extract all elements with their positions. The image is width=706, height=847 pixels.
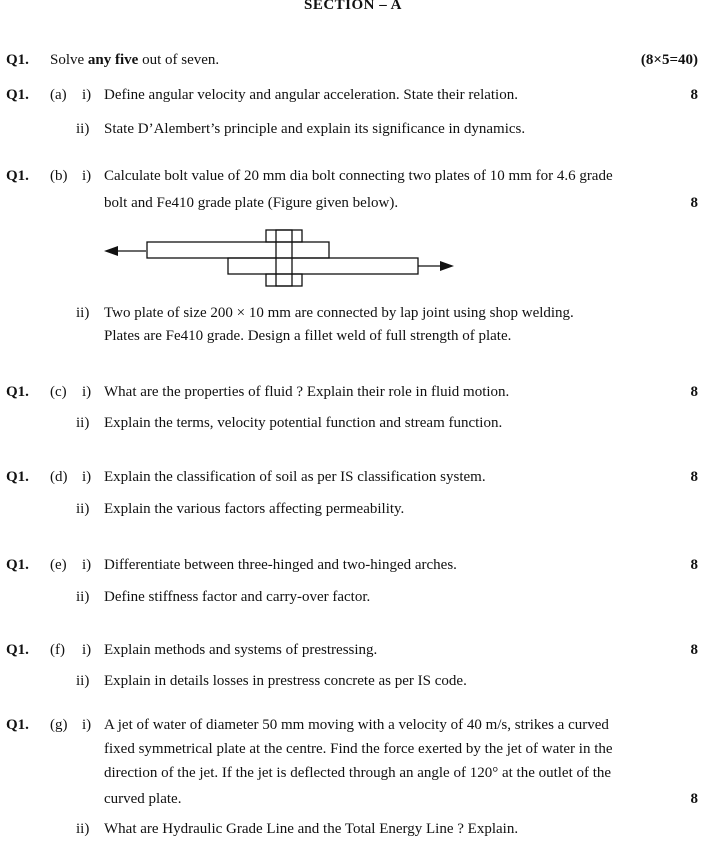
part-label: (e) [50,557,67,573]
question-text: bolt and Fe410 grade plate (Figure given below). [104,195,399,211]
question-number: Q1. [6,87,29,103]
question-number: Q1. [6,469,29,485]
item-number: ii) [76,121,90,137]
item-number: i) [82,642,92,658]
item-number: ii) [76,821,90,837]
item-number: ii) [76,501,90,517]
instruction-emphasis: any five [87,52,139,68]
question-number: Q1. [6,557,29,573]
item-number: ii) [76,415,90,431]
part-label: (c) [50,384,67,400]
part-label: (d) [50,469,68,485]
part-label: (g) [50,717,68,733]
question-text: Plates are Fe410 grade. Design a fillet weld of full strength of plate. [104,328,512,344]
marks: 8 [690,469,698,485]
item-number: i) [82,469,92,485]
question-text: Explain methods and systems of prestressing. [104,642,378,658]
question-number: Q1. [6,642,29,658]
total-marks: (8×5=40) [640,52,698,68]
lower-plate [228,258,418,274]
marks: 8 [690,557,698,573]
marks: 8 [690,384,698,400]
instruction-post: out of seven. [138,52,220,68]
bolt-nut [266,274,302,286]
question-text: Define angular velocity and angular acceleration. State their relation. [104,87,518,103]
question-text: State D’Alembert’s principle and explain its significance in dynamics. [104,121,526,137]
question-number: Q1. [6,717,29,733]
marks: 8 [690,642,698,658]
question-number: Q1. [6,168,29,184]
question-text: Define stiffness factor and carry-over factor. [104,589,371,605]
item-number: i) [82,557,92,573]
marks: 8 [690,195,698,211]
item-number: ii) [76,589,90,605]
item-number: ii) [76,305,90,321]
bolt-head [266,230,302,242]
item-number: i) [82,168,92,184]
upper-plate [147,242,329,258]
part-label: (b) [50,168,68,184]
item-number: i) [82,717,92,733]
section-title: SECTION – A [303,0,403,13]
question-text: curved plate. [104,791,182,807]
marks: 8 [690,87,698,103]
item-number: i) [82,384,92,400]
question-number: Q1. [6,52,29,68]
question-text: What are the properties of fluid ? Explain their role in fluid motion. [104,384,510,400]
left-arrow-head [104,246,118,256]
right-arrow-head [440,261,454,271]
question-text: A jet of water of diameter 50 mm moving with a velocity of 40 m/s, strikes a curved [104,717,609,733]
question-text: Differentiate between three-hinged and two-hinged arches. [104,557,457,573]
question-text: direction of the jet. If the jet is deflected through an angle of 120° at the outlet of the [104,765,612,781]
question-text: Explain the various factors affecting permeability. [104,501,405,517]
marks: 8 [690,791,698,807]
part-label: (a) [50,87,67,103]
instruction-pre: Solve [50,52,88,68]
question-text: Explain the classification of soil as per IS classification system. [104,469,486,485]
question-text: Explain the terms, velocity potential function and stream function. [104,415,503,431]
part-label: (f) [50,642,65,658]
item-number: i) [82,87,92,103]
question-text: Calculate bolt value of 20 mm dia bolt connecting two plates of 10 mm for 4.6 grade [104,168,613,184]
question-text: fixed symmetrical plate at the centre. Find the force exerted by the jet of water in the [104,741,613,757]
question-text: What are Hydraulic Grade Line and the Total Energy Line ? Explain. [104,821,519,837]
question-text: Two plate of size 200 × 10 mm are connected by lap joint using shop welding. [104,305,574,321]
item-number: ii) [76,673,90,689]
question-number: Q1. [6,384,29,400]
question-text: Explain in details losses in prestress concrete as per IS code. [104,673,467,689]
